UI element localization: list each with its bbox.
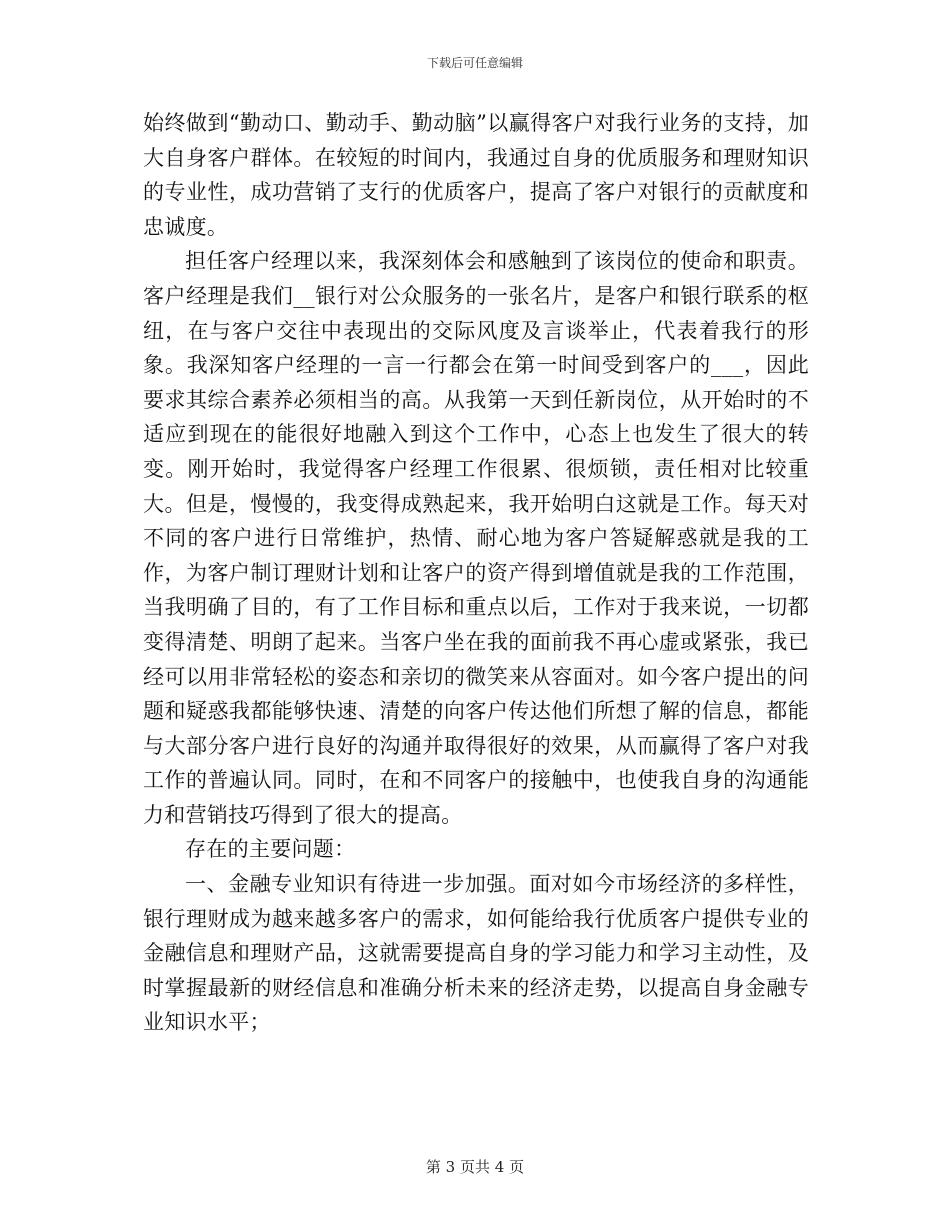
paragraph-problem-one: 一、金融专业知识有待进一步加强。面对如今市场经济的多样性，银行理财成为越来越多客户的需求，如何能给我行优质客户提供专业的金融信息和理财产品，这就需要提高自身的学习能力和学习主动性，及时掌握最新的财经信息和准确分析未来的经济走势，以提高自身金融专业知识水平； xyxy=(143,872,809,1035)
paragraph-continuation: 始终做到“勤动口、勤动手、勤动脑”以赢得客户对我行业务的支持，加大自身客户群体。在较短的时间内，我通过自身的优质服务和理财知识的专业性，成功营销了支行的优质客户，提高了客户对银行的贡献度和忠诚度。 xyxy=(143,111,809,239)
page-footer xyxy=(0,1156,950,1177)
page-header xyxy=(0,54,950,71)
paragraph-account-manager-experience: 担任客户经理以来，我深刻体会和感触到了该岗位的使命和职责。客户经理是我们__银行对公众服务的一张名片，是客户和银行联系的枢纽，在与客户交往中表现出的交际风度及言谈举止，代表着我行的形象。我深知客户经理的一言一行都会在第一时间受到客户的___，因此要求其综合素养必须相当的高。从我第一天到任新岗位，从开始时的不适应到现在的能很好地融入到这个工作中，心态上也发生了很大的转变。刚开始时，我觉得客户经理工作很累、很烦锁，责任相对比较重大。但是，慢慢的，我变得成熟起来，我开始明白这就是工作。每天对不同的客户进行日常维护，热情、耐心地为客户答疑解惑就是我的工作，为客户制订理财计划和让客户的资产得到增值就是我的工作范围，当我明确了目的，有了工作目标和重点以后，工作对于我来说，一切都变得清楚、明朗了起来。当客户坐在我的面前我不再心虚或紧张，我已经可以用非常轻松的姿态和亲切的微笑来从容面对。如今客户提出的问题和疑惑我都能够快速、清楚的向客户传达他们所想了解的信息，都能与大部分客户进行良好的沟通并取得很好的效果，从而赢得了客户对我工作的普遍认同。同时，在和不同客户的接触中，也使我自身的沟通能力和营销技巧得到了很大的提高。 xyxy=(143,249,809,827)
section-heading-main-problems: 存在的主要问题： xyxy=(185,837,356,862)
header-note: 下载后可任意编辑 xyxy=(426,56,523,70)
document-body xyxy=(143,106,809,1040)
page-number: 第 3 页共 4 页 xyxy=(425,1158,525,1176)
